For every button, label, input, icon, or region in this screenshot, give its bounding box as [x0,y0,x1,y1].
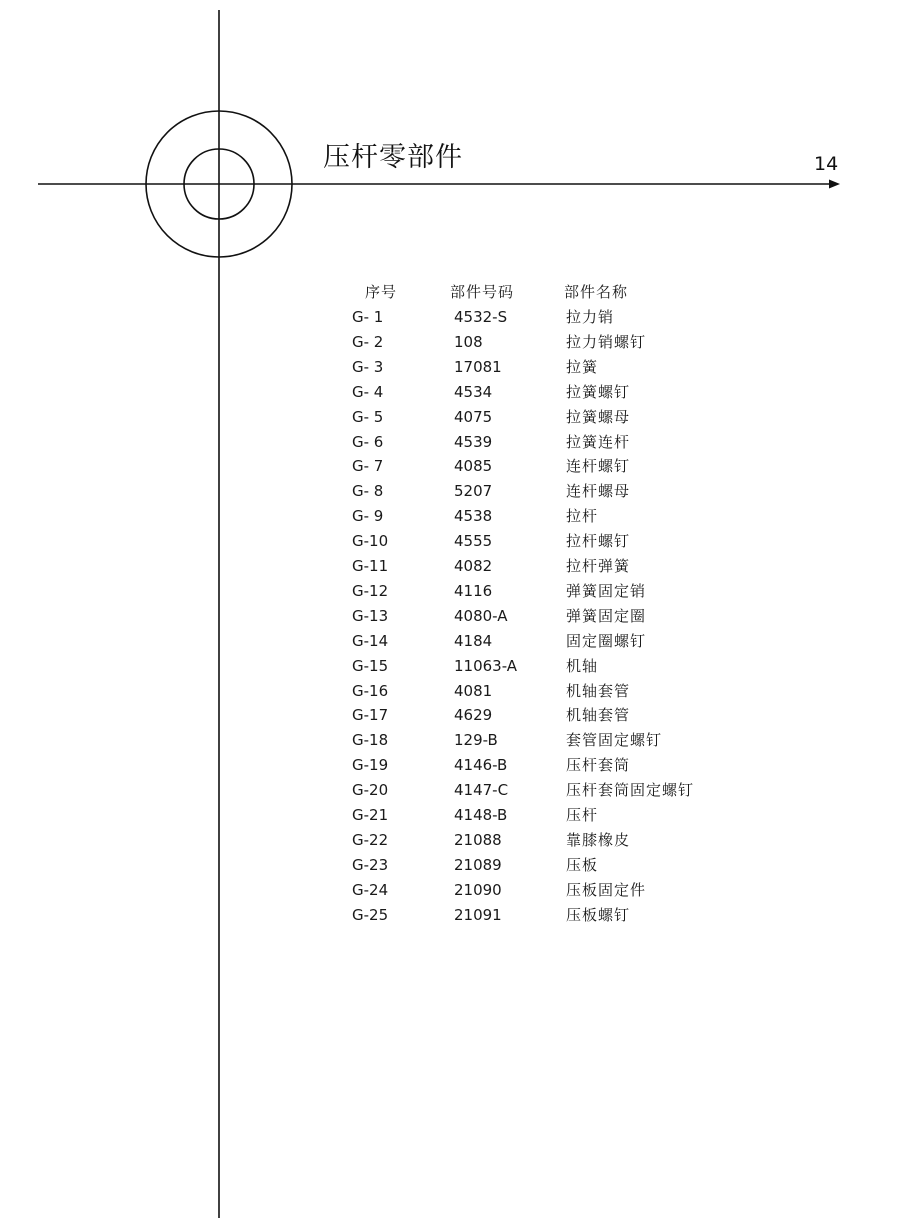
part-number: 4147-C [454,781,509,800]
part-number: 108 [454,332,483,351]
part-number: 4539 [454,432,493,451]
part-name: 压板螺钉 [566,905,631,924]
part-name: 压杆套筒 [566,756,631,775]
part-number: 4148-B [454,806,508,824]
table-row [0,529,900,554]
part-number: 11063-A [454,656,518,675]
column-header-seq: 序号 [365,283,398,301]
part-seq: G-20 [352,781,389,800]
part-number: 4184 [454,631,493,650]
part-name: 压板 [566,855,599,874]
part-name: 机轴套管 [566,681,631,700]
column-header-part-name: 部件名称 [564,283,629,301]
table-row [0,454,900,479]
page-title: 压杆零部件 [323,142,463,173]
table-row [0,629,900,654]
table-row [0,330,900,355]
table-row [0,604,900,629]
page-number: 14 [814,153,839,175]
part-seq: G-19 [352,756,389,775]
part-name: 拉杆 [566,507,599,526]
part-name: 拉簧连杆 [566,432,631,451]
part-number: 21090 [454,880,502,899]
part-seq: G- 7 [352,457,384,476]
table-row [0,405,900,430]
part-number: 4082 [454,557,493,575]
part-seq: G- 2 [352,332,384,351]
table-row [0,828,900,853]
part-seq: G-24 [352,880,389,899]
part-seq: G- 3 [352,357,384,376]
part-number: 4146-B [454,756,508,775]
part-number: 4532-S [454,308,508,326]
table-header [0,280,900,305]
part-name: 机轴 [566,656,599,675]
part-number: 21089 [454,855,502,874]
part-seq: G-12 [352,581,389,600]
table-row [0,903,900,928]
part-seq: G-13 [352,606,389,625]
part-name: 拉簧螺母 [566,407,631,426]
part-seq: G-17 [352,706,389,725]
part-name: 固定圈螺钉 [566,631,647,650]
part-seq: G-22 [352,830,389,849]
part-seq: G- 5 [352,407,384,426]
part-seq: G-21 [352,806,389,824]
part-seq: G-10 [352,532,389,551]
part-seq: G- 4 [352,382,384,401]
table-row [0,380,900,405]
table-row [0,753,900,778]
part-number: 21088 [454,830,502,849]
table-row [0,728,900,753]
part-seq: G- 1 [352,308,384,326]
table-row [0,579,900,604]
part-name: 套管固定螺钉 [566,731,663,750]
table-row [0,778,900,803]
part-name: 靠膝橡皮 [566,830,631,849]
part-name: 拉力销 [566,308,615,326]
part-name: 连杆螺钉 [566,457,631,476]
part-number: 4538 [454,507,493,526]
part-name: 拉力销螺钉 [566,332,647,351]
part-number: 4080-A [454,606,508,625]
table-row [0,554,900,579]
part-seq: G-25 [352,905,389,924]
arrowhead-icon [829,180,840,189]
part-number: 4075 [454,407,493,426]
part-seq: G-18 [352,731,389,750]
part-name: 拉簧螺钉 [566,382,631,401]
table-row [0,355,900,380]
part-name: 拉簧 [566,357,599,376]
part-number: 129-B [454,731,498,750]
table-row [0,305,900,330]
table-row [0,853,900,878]
part-name: 弹簧固定圈 [566,606,647,625]
part-seq: G-11 [352,557,389,575]
part-number: 4555 [454,532,493,551]
part-number: 4534 [454,382,493,401]
table-row [0,878,900,903]
part-seq: G-23 [352,855,389,874]
part-seq: G- 8 [352,482,384,501]
part-name: 压杆套筒固定螺钉 [566,781,695,800]
part-number: 4116 [454,581,493,600]
part-name: 拉杆螺钉 [566,532,631,551]
table-row [0,430,900,455]
part-seq: G-16 [352,681,389,700]
part-seq: G- 9 [352,507,384,526]
part-number: 21091 [454,905,502,924]
table-row [0,504,900,529]
column-header-part-number: 部件号码 [450,283,515,301]
table-row [0,703,900,728]
part-number: 4085 [454,457,493,476]
table-row [0,803,900,828]
table-row [0,654,900,679]
part-name: 拉杆弹簧 [566,557,631,575]
part-name: 压杆 [566,806,599,824]
part-number: 4629 [454,706,493,725]
part-name: 机轴套管 [566,706,631,725]
part-name: 弹簧固定销 [566,581,647,600]
table-row [0,679,900,704]
part-name: 压板固定件 [566,880,647,899]
part-seq: G-14 [352,631,389,650]
part-number: 5207 [454,482,493,501]
part-number: 17081 [454,357,502,376]
table-row [0,479,900,504]
part-number: 4081 [454,681,493,700]
part-seq: G- 6 [352,432,384,451]
part-name: 连杆螺母 [566,482,631,501]
part-seq: G-15 [352,656,389,675]
